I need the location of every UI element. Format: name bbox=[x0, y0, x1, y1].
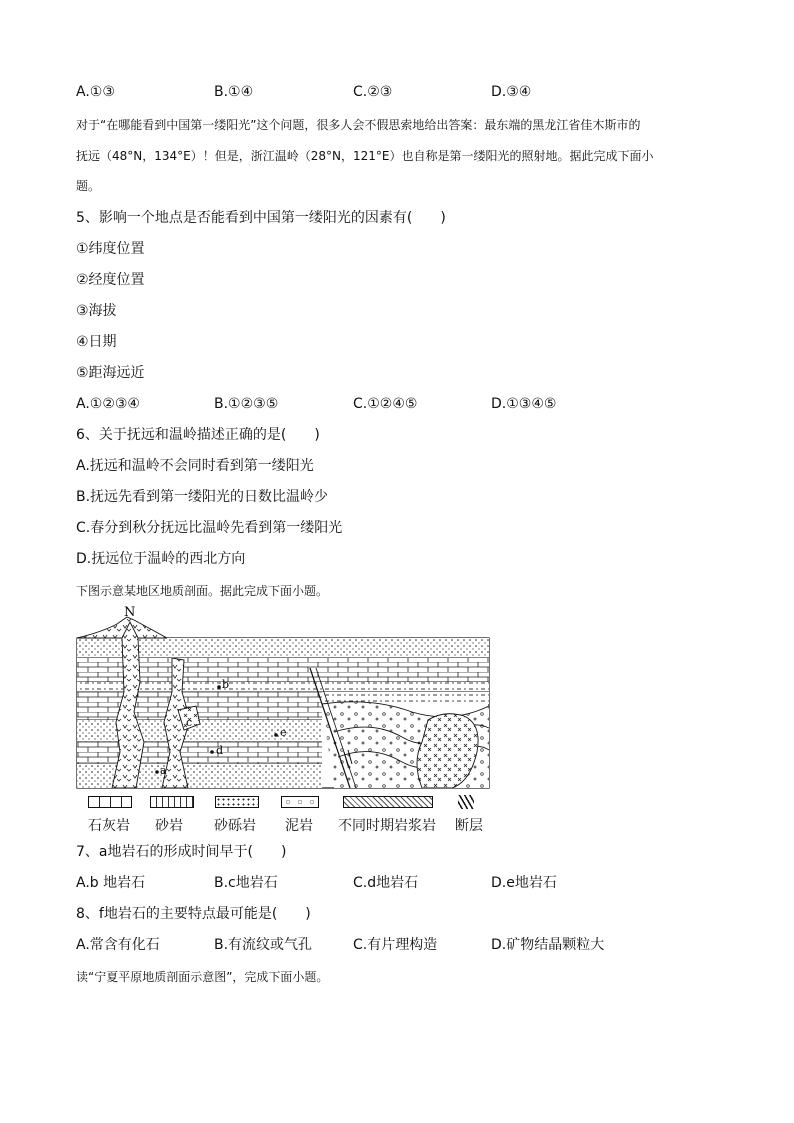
label-d: d bbox=[216, 744, 224, 757]
intro1-line2: 抚远（48°N，134°E）！但是，浙江温岭（28°N，121°E）也自称是第一缕阳光的照射地。据此完成下面小 bbox=[76, 149, 654, 163]
legend-label-sandstone: 砂岩 bbox=[155, 818, 183, 834]
q5-factor-5: ⑤距海远近 bbox=[76, 365, 145, 381]
q5-factor-4: ④日期 bbox=[76, 334, 117, 350]
prev-option-d[interactable]: D.③④ bbox=[491, 84, 532, 100]
q5-option-c[interactable]: C.①②④⑤ bbox=[353, 396, 418, 412]
q7-option-d[interactable]: D.e地岩石 bbox=[491, 875, 557, 891]
q5-option-a[interactable]: A.①②③④ bbox=[76, 396, 140, 412]
q7-stem: 7、a地岩石的形成时间早于( ) bbox=[76, 844, 287, 860]
legend-limestone-swatch bbox=[88, 796, 132, 808]
q5-factor-1: ①纬度位置 bbox=[76, 241, 145, 257]
q8-option-d[interactable]: D.矿物结晶颗粒大 bbox=[491, 937, 605, 953]
prev-option-c[interactable]: C.②③ bbox=[353, 84, 393, 100]
legend-mudstone-swatch bbox=[281, 796, 319, 808]
q8-option-b[interactable]: B.有流纹或气孔 bbox=[214, 937, 313, 953]
legend-magmatic-swatch bbox=[343, 796, 433, 808]
intro3-text: 读“宁夏平原地质剖面示意图”，完成下面小题。 bbox=[76, 970, 329, 984]
legend-label-fault: 断层 bbox=[455, 818, 483, 834]
label-b: b bbox=[222, 678, 230, 691]
legend-fault-symbol bbox=[458, 795, 474, 809]
q5-factor-2: ②经度位置 bbox=[76, 272, 145, 288]
legend-conglomerate-swatch bbox=[215, 796, 259, 808]
q5-option-b[interactable]: B.①②③⑤ bbox=[214, 396, 279, 412]
label-e: e bbox=[280, 726, 287, 739]
q5-option-d[interactable]: D.①③④⑤ bbox=[491, 396, 557, 412]
intro1-line3: 题。 bbox=[76, 179, 101, 193]
q6-option-d[interactable]: D.抚远位于温岭的西北方向 bbox=[76, 551, 246, 567]
q8-option-a[interactable]: A.常含有化石 bbox=[76, 937, 160, 953]
legend-sandstone-swatch bbox=[150, 796, 194, 808]
label-a: a bbox=[160, 764, 167, 777]
q7-option-a[interactable]: A.b 地岩石 bbox=[76, 875, 146, 891]
q7-option-c[interactable]: C.d地岩石 bbox=[353, 875, 419, 891]
legend-label-magmatic: 不同时期岩浆岩 bbox=[338, 818, 436, 834]
q8-option-c[interactable]: C.有片理构造 bbox=[353, 937, 438, 953]
north-label: N bbox=[124, 605, 136, 620]
legend-label-limestone: 石灰岩 bbox=[88, 818, 130, 834]
q8-stem: 8、f地岩石的主要特点最可能是( ) bbox=[76, 906, 311, 922]
q5-factor-3: ③海拔 bbox=[76, 303, 117, 319]
q6-option-c[interactable]: C.春分到秋分抚远比温岭先看到第一缕阳光 bbox=[76, 520, 343, 536]
q6-option-b[interactable]: B.抚远先看到第一缕阳光的日数比温岭少 bbox=[76, 489, 329, 505]
label-c: c bbox=[186, 716, 193, 729]
q6-option-a[interactable]: A.抚远和温岭不会同时看到第一缕阳光 bbox=[76, 458, 314, 474]
q7-option-b[interactable]: B.c地岩石 bbox=[214, 875, 278, 891]
q5-stem: 5、影响一个地点是否能看到中国第一缕阳光的因素有( ) bbox=[76, 210, 446, 226]
intro2-text: 下图示意某地区地质剖面。据此完成下面小题。 bbox=[76, 584, 329, 598]
prev-option-b[interactable]: B.①④ bbox=[214, 84, 254, 100]
geologic-cross-section bbox=[72, 602, 492, 792]
legend-label-mudstone: 泥岩 bbox=[285, 818, 313, 834]
intro1-line1: 对于“在哪能看到中国第一缕阳光”这个问题，很多人会不假思索地给出答案：最东端的黑龙江省佳木斯市的 bbox=[76, 118, 641, 132]
q6-stem: 6、关于抚远和温岭描述正确的是( ) bbox=[76, 427, 320, 443]
legend-label-conglomerate: 砂砾岩 bbox=[214, 818, 256, 834]
prev-option-a[interactable]: A.①③ bbox=[76, 84, 115, 100]
